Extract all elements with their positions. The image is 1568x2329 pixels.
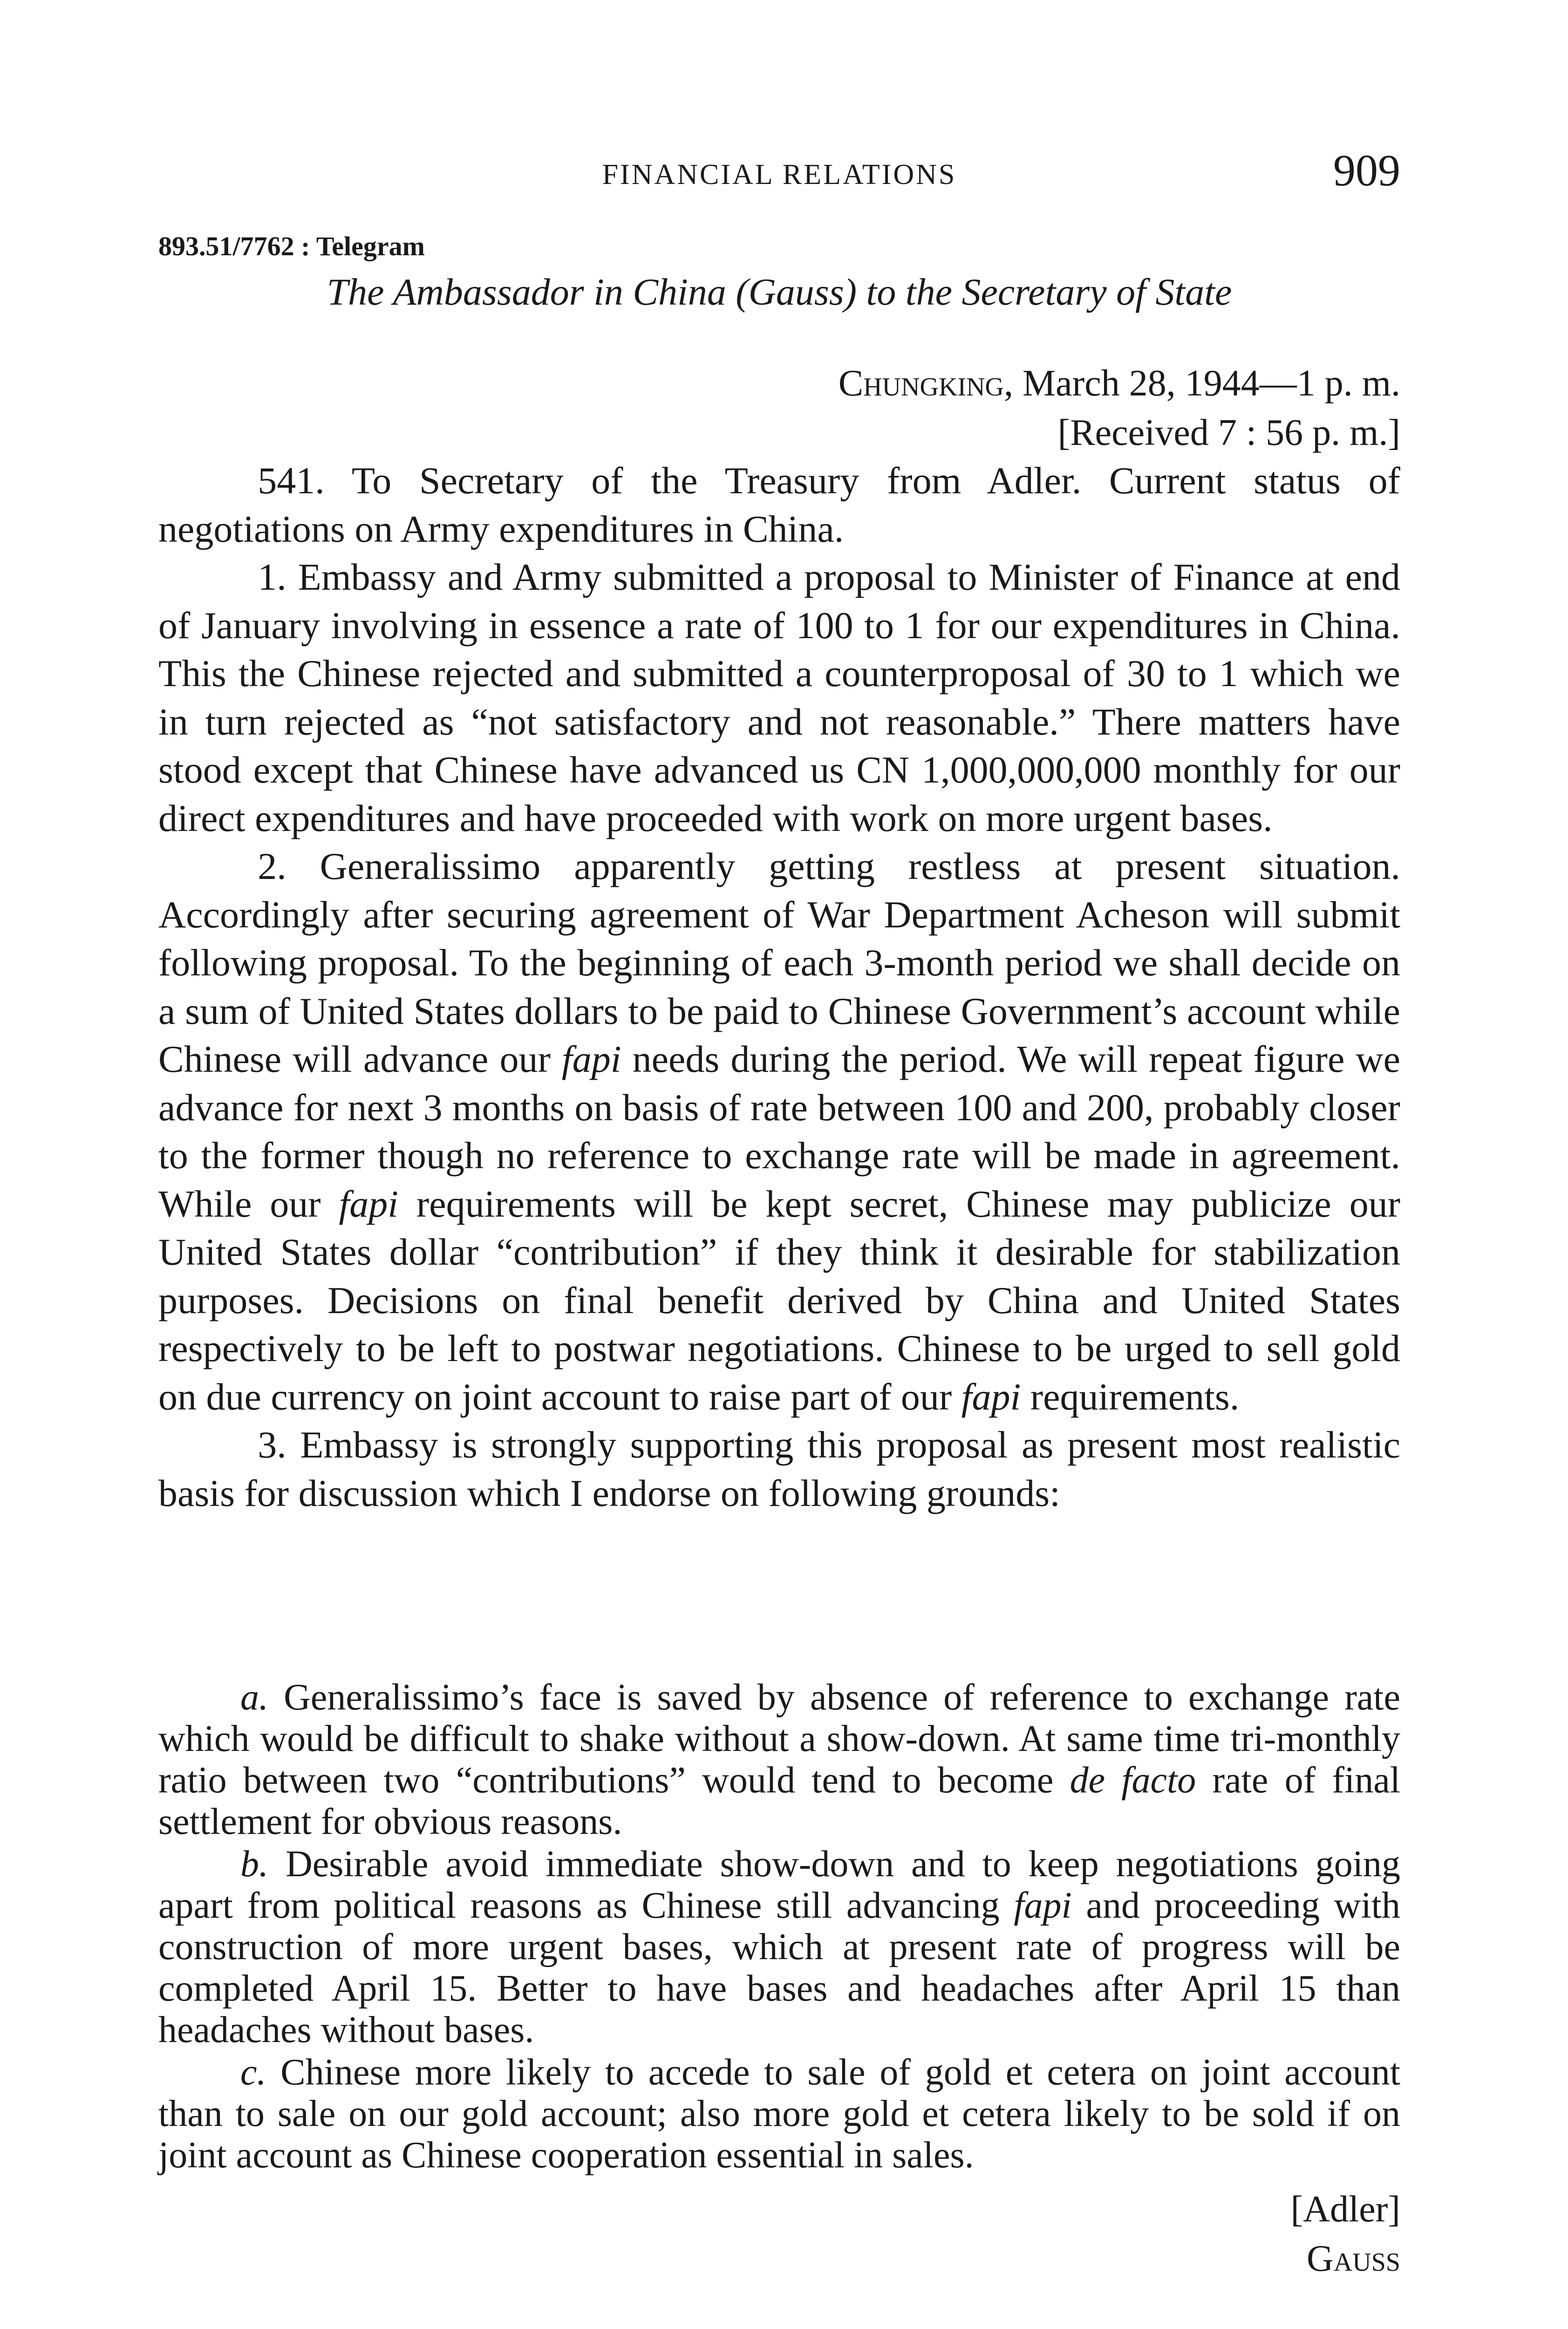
item-b-text-1: Desirable avoid immediate show-down and to keep negotiations going apart from political reasons as Chinese still advancing: [158, 1844, 1401, 1926]
item-b-text-2: and proceeding with construction of more urgent bases, which at present rate of progress will be completed April 15. Better to have bases and headaches after April 15 than headaches without bases.: [158, 1885, 1401, 2050]
item-c-text-1: Chinese more likely to accede to sale of gold et cetera on joint account than to sale on our gold account; also more gold et cetera likely to be sold if on joint account as Chinese cooperation essential in sales.: [158, 2052, 1401, 2176]
ground-item-c: [158, 2052, 1400, 2176]
dateline-place: Chungking,: [838, 363, 1013, 404]
paragraph-1: 1. Embassy and Army submitted a proposal to Minister of Finance at end of January involving in essence a rate of 100 to 1 for our expenditures in China. This the Chinese rejected and submitted a counterproposal of 30 to 1 which we in turn rejected as “not satisfactory and not reasonable.” There matters have stood except that Chinese have advanced us CN 1,000,000,000 monthly for our direct expenditures and have proceeded with work on more urgent bases.: [158, 556, 1400, 839]
item-label: b.: [240, 1844, 268, 1885]
de-facto-term: de facto: [1070, 1760, 1196, 1801]
item-label: c.: [240, 2052, 266, 2093]
ground-item-a: [158, 1677, 1400, 1843]
file-reference: 893.51/7762 : Telegram: [158, 231, 425, 261]
signature-name: Gauss: [1307, 2238, 1400, 2279]
dateline-sent: [839, 359, 1400, 408]
grounds-list: [158, 1677, 1400, 2176]
running-title: FINANCIAL RELATIONS: [602, 159, 957, 191]
dateline-received: [Received 7 : 56 p. m.]: [1057, 412, 1400, 453]
fapi-term: fapi: [339, 1182, 399, 1225]
item-a-text-1: Generalissimo’s face is saved by absence of reference to exchange rate which would be difficult to shake without a show-down. At same time tri-monthly ratio between two “contributions” would tend to become: [158, 1677, 1401, 1801]
signature-block: [1291, 2185, 1400, 2283]
paragraph-3: 3. Embassy is strongly supporting this proposal as present most realistic basis for discussion which I endorse on following grounds:: [158, 1423, 1400, 1514]
ground-item-b: [158, 1844, 1400, 2051]
telegram-body: [158, 456, 1400, 1517]
item-label: a.: [240, 1677, 268, 1718]
dateline-date: March 28, 1944—1 p. m.: [1022, 363, 1400, 404]
fapi-term: fapi: [961, 1375, 1021, 1418]
intro-paragraph: 541. To Secretary of the Treasury from Adler. Current status of negotiations on Army expenditures in China.: [158, 459, 1400, 550]
paragraph-2-part-a: 2. Generalissimo apparently getting restless at present situation. Accordingly after securing agreement of War Department Acheson will submit following proposal. To the beginning of each 3-month period we shall decide on a sum of United States dollars to be paid to Chinese Government’s account while Chinese will advance our: [158, 845, 1400, 1080]
paragraph-2: [158, 842, 1400, 1421]
signature-bracket: [Adler]: [1290, 2189, 1400, 2230]
page-header: [158, 140, 1400, 196]
paragraph-2-part-b: needs during the period. We will repeat figure we advance for next 3 months on basis of rate between 100 and 200, probably closer to the former though no reference to exchange rate will be made in agreement. While our: [158, 1038, 1401, 1225]
document-title: The Ambassador in China (Gauss) to the Secretary of State: [327, 271, 1232, 313]
fapi-term: fapi: [1014, 1885, 1072, 1926]
fapi-term: fapi: [561, 1038, 621, 1080]
page-number: 909: [1333, 145, 1400, 195]
item-a-text-2: rate of final settlement for obvious reasons.: [158, 1760, 1401, 1842]
paragraph-2-part-c: requirements will be kept secret, Chinese may publicize our United States dollar “contribution” if they think it desirable for stabilization purposes. Decisions on final benefit derived by China and United States respectively to be left to postwar negotiations. Chinese to be urged to sell gold on due currency on joint account to raise part of our: [158, 1182, 1401, 1418]
paragraph-2-part-d: requirements.: [1030, 1375, 1240, 1418]
dateline: [839, 359, 1400, 457]
